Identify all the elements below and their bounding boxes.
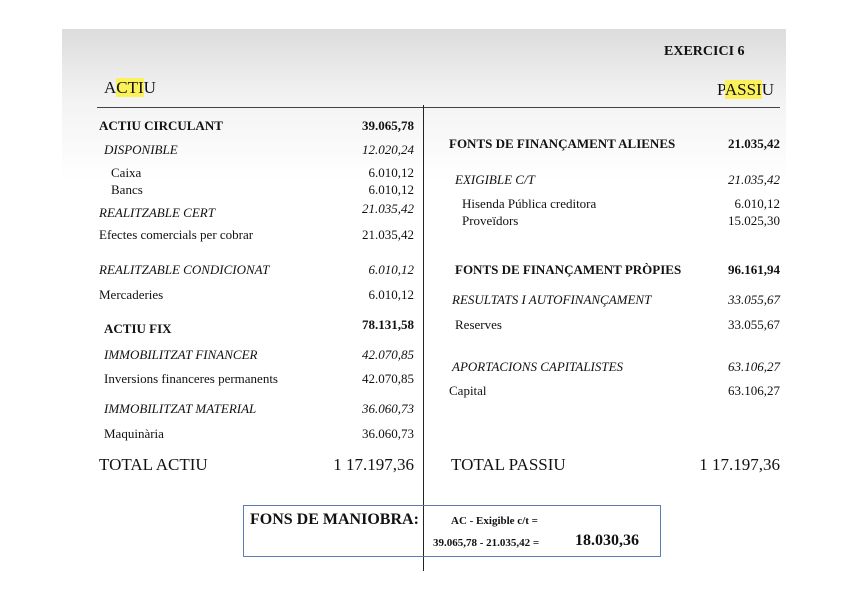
slide-background: [62, 29, 786, 572]
realitzable-cert-label: REALITZABLE CERT: [99, 205, 215, 220]
maquinaria-label: Maquinària: [104, 426, 164, 441]
exigible-label: EXIGIBLE C/T: [455, 172, 535, 187]
total-actiu-value: 1 17.197,36: [333, 455, 414, 474]
immob-financer-label: IMMOBILITZAT FINANCER: [104, 347, 258, 362]
exercici-label: EXERCICI 6: [664, 44, 745, 59]
actiu-circulant-label: ACTIU CIRCULANT: [99, 118, 223, 133]
realitzable-cond-label: REALITZABLE CONDICIONAT: [99, 262, 270, 277]
total-passiu-value: 1 17.197,36: [699, 455, 780, 474]
immob-material-label: IMMOBILITZAT MATERIAL: [104, 401, 257, 416]
aportacions-label: APORTACIONS CAPITALISTES: [452, 359, 624, 374]
disponible-label: DISPONIBLE: [104, 142, 178, 157]
reserves-label: Reserves: [455, 317, 502, 332]
exigible-value: 21.035,42: [728, 172, 780, 187]
hisenda-value: 6.010,12: [734, 196, 780, 211]
bancs-value: 6.010,12: [368, 182, 414, 197]
resultats-value: 33.055,67: [728, 292, 780, 307]
fons-maniobra-result: 18.030,36: [575, 532, 639, 549]
caixa-label: Caixa: [111, 165, 142, 180]
mercaderies-label: Mercaderies: [99, 287, 164, 302]
hisenda-label: Hisenda Pública creditora: [462, 196, 597, 211]
bancs-label: Bancs: [111, 182, 143, 197]
column-divider: [423, 105, 424, 571]
disponible-value: 12.020,24: [362, 142, 414, 157]
mercaderies-value: 6.010,12: [368, 287, 414, 302]
fons-maniobra-formula: AC - Exigible c/t =: [451, 515, 538, 527]
fonts-propies-label: FONTS DE FINANÇAMENT PRÒPIES: [455, 262, 682, 277]
fons-maniobra-calc: 39.065,78 - 21.035,42 =: [433, 537, 540, 549]
passiu-heading: PASSIU: [717, 80, 775, 99]
caixa-value: 6.010,12: [368, 165, 414, 180]
aportacions-value: 63.106,27: [728, 359, 780, 374]
capital-value: 63.106,27: [728, 383, 780, 398]
actiu-fix-label: ACTIU FIX: [104, 321, 172, 336]
realitzable-cond-value: 6.010,12: [368, 262, 414, 277]
inversions-label: Inversions financeres permanents: [104, 371, 278, 386]
total-actiu-label: TOTAL ACTIU: [99, 455, 208, 474]
fons-maniobra-title: FONS DE MANIOBRA:: [250, 511, 419, 528]
reserves-value: 33.055,67: [728, 317, 780, 332]
actiu-circulant-value: 39.065,78: [362, 118, 414, 133]
fonts-alienes-label: FONTS DE FINANÇAMENT ALIENES: [449, 136, 676, 151]
proveidors-value: 15.025,30: [728, 213, 780, 228]
efectes-value: 21.035,42: [362, 227, 414, 242]
header-divider: [97, 107, 780, 108]
realitzable-cert-value: 21.035,42: [362, 201, 414, 216]
maquinaria-value: 36.060,73: [362, 426, 414, 441]
actiu-heading: ACTIU: [104, 78, 156, 97]
inversions-value: 42.070,85: [362, 371, 414, 386]
proveidors-label: Proveïdors: [462, 213, 519, 228]
actiu-fix-value: 78.131,58: [362, 317, 414, 332]
immob-material-value: 36.060,73: [362, 401, 414, 416]
fonts-alienes-value: 21.035,42: [728, 136, 780, 151]
efectes-label: Efectes comercials per cobrar: [99, 227, 254, 242]
immob-financer-value: 42.070,85: [362, 347, 414, 362]
fonts-propies-value: 96.161,94: [728, 262, 780, 277]
resultats-label: RESULTATS I AUTOFINANÇAMENT: [452, 292, 652, 307]
total-passiu-label: TOTAL PASSIU: [451, 455, 566, 474]
capital-label: Capital: [449, 383, 487, 398]
